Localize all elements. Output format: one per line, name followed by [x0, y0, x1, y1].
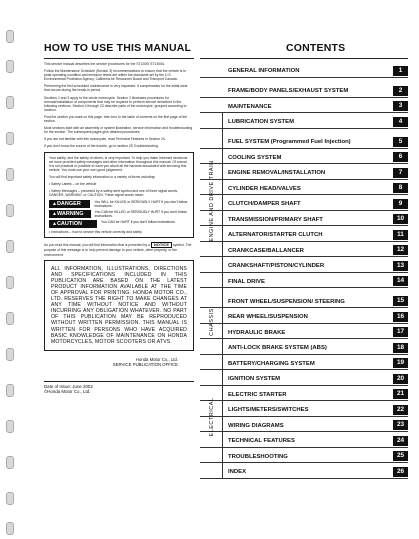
toc-item[interactable]	[200, 257, 408, 273]
toc-section-number: 6	[393, 152, 408, 162]
toc-item[interactable]	[200, 149, 408, 165]
toc-section-number: 1	[393, 66, 408, 76]
toc-item[interactable]	[200, 195, 408, 211]
toc-item-label: CLUTCH/DAMPER SHAFT	[228, 201, 301, 207]
technical-features-paragraph: If you are not familiar with this motorcycle, read Technical Features in Section 24.	[44, 137, 166, 142]
toc-item-label: CRANKSHAFT/PISTON/CYLINDER	[228, 263, 325, 269]
how-to-use-column	[44, 42, 194, 394]
danger-label: ▲DANGER	[49, 200, 90, 208]
toc-section-number: 13	[393, 261, 408, 271]
toc-section-number: 7	[393, 168, 408, 178]
toc-item-label: TECHNICAL FEATURES	[228, 438, 295, 444]
toc-section-number: 8	[393, 183, 408, 193]
toc-section-number: 10	[393, 214, 408, 224]
toc-section-number: 21	[393, 389, 408, 399]
toc-section-number: 26	[393, 467, 408, 477]
warning-signal	[49, 210, 189, 218]
toc-section-number: 12	[393, 245, 408, 255]
section-group-bracket	[202, 288, 223, 355]
caution-signal	[49, 220, 189, 228]
safety-bullet-instructions: • Instructions – how to service this vehicle correctly and safely.	[49, 230, 143, 235]
disclaimer-box: ALL INFORMATION, ILLUSTRATIONS, DIRECTIONS AND SPECIFICATIONS INCLUDED IN THIS PUBLICATION ARE BASED ON THE LATEST PRODUCT INFORMATION AVAILABLE AT THE TIME OF APPROVAL FOR PRINTING. HONDA MOTOR CO., LTD. RESERVES THE RIGHT TO MAKE CHANGES AT ANY TIME WITHOUT NOTICE AND WITHOUT INCURRING ANY OBLIGATION WHATEVER. NO PART OF THIS PUBLICATION MAY BE REPRODUCED WITHOUT WRITTEN PERMISSION. THIS MANUAL IS WRITTEN FOR PERSONS WHO HAVE ACQUIRED BASIC KNOWLEDGE OF MAINTENANCE ON HONDA MOTORCYCLES, MOTOR SCOOTERS OR ATVS.	[44, 260, 194, 351]
toc-section-number: 19	[393, 358, 408, 368]
notice-paragraph: As you read this manual, you will find information that is preceded by a NOTICE symbol. The purpose of this message is to help prevent damage to your vehicle, other property, or the environment.	[44, 242, 192, 257]
toc-item-label: HYDRAULIC BRAKE	[228, 329, 286, 336]
toc-item-label: FRONT WHEEL/SUSPENSION/ STEERING	[228, 298, 345, 305]
toc-item-label: INDEX	[228, 469, 247, 475]
toc-section-number: 3	[393, 101, 408, 111]
toc-section-number: 17	[393, 327, 408, 337]
first-maintenance-paragraph: Performing the first scheduled maintenance is very important. It compensates for the initial wear that occurs during the break-in period.	[44, 84, 188, 93]
toc-item-label: CRANKCASE/BALLANCER	[228, 247, 304, 254]
toc-item[interactable]	[200, 129, 408, 149]
toc-section-number: 25	[393, 451, 408, 461]
toc-item[interactable]	[200, 211, 408, 227]
toc-item[interactable]	[200, 463, 408, 479]
section-group-label: ELECTRICAL	[209, 397, 215, 437]
troubleshooting-paragraph: If you don't know the source of the trouble, go to section 25 Troubleshooting.	[44, 144, 159, 149]
notice-symbol: NOTICE	[151, 242, 172, 248]
toc-item[interactable]	[200, 339, 408, 355]
find-section-paragraph: Find the section you want on this page, then turn to the table of contents on the first page of the section.	[44, 114, 188, 124]
toc-item-label: GENERAL INFORMATION	[228, 68, 300, 74]
toc-item[interactable]	[200, 288, 408, 308]
safety-bullet-labels: • Safety Labels – on the vehicle	[49, 181, 97, 186]
toc-section-number: 18	[393, 343, 408, 353]
toc-item[interactable]	[200, 62, 408, 78]
toc-item[interactable]	[200, 78, 408, 98]
toc-section-number: 16	[393, 312, 408, 322]
toc-section-number: 15	[393, 296, 408, 306]
toc-item-label: COOLING SYSTEM	[228, 154, 282, 161]
maintenance-paragraph: Follow the Maintenance Schedule (Section 3) recommendations to ensure that the vehicle is in peak operating condition and emission levels are within the standards set by the U.S. Environmental Protection Agency, California Air Resources Board and Transport Canada.	[44, 69, 186, 82]
contents-title: CONTENTS	[286, 42, 346, 54]
sections-paragraph: Sections 1 and 3 apply to the whole motorcycle. Section 2 illustrates procedures for removal/installation of components that may be required to perform service described in the following sections. Section 4 through 23 describe parts of the motorcycle, grouped according to location.	[44, 95, 187, 112]
warning-triangle-icon: ▲	[52, 211, 57, 218]
toc-section-number: 23	[393, 420, 408, 430]
toc-item[interactable]	[200, 355, 408, 371]
safety-intro-2: You will find important safety information in a variety of forms including:	[49, 174, 156, 179]
company-name: Honda Motor Co., Ltd.	[135, 356, 178, 362]
toc-item-label: FINAL DRIVE	[228, 278, 265, 285]
danger-text: You WILL be KILLED or SERIOUSLY HURT if you don't follow instructions.	[94, 200, 188, 209]
toc-item-label: BATTERY/CHARGING SYSTEM	[228, 360, 315, 367]
toc-item-label: CYLINDER HEAD/VALVES	[228, 185, 301, 192]
toc-item[interactable]	[200, 324, 408, 340]
section-group-bracket	[202, 355, 223, 479]
toc-item[interactable]	[200, 417, 408, 433]
danger-signal	[49, 200, 189, 208]
toc-item-label: LIGHTS/METERS/SWITCHES	[228, 407, 309, 413]
how-to-use-title: HOW TO USE THIS MANUAL	[44, 42, 192, 54]
toc-item[interactable]	[200, 98, 408, 114]
section-group-label: CHASSIS	[209, 307, 215, 336]
toc-item[interactable]	[200, 164, 408, 180]
toc-section-number: 9	[393, 199, 408, 209]
toc-item[interactable]	[200, 180, 408, 196]
toc-item-label: FUEL SYSTEM (Programmed Fuel Injection)	[228, 139, 351, 145]
copyright: ©Honda Motor Co., Ltd.	[44, 389, 91, 395]
toc-item[interactable]	[200, 113, 408, 129]
toc-item[interactable]	[200, 432, 408, 448]
toc-section-number: 14	[393, 276, 408, 286]
toc-section-number: 4	[393, 117, 408, 127]
toc-item[interactable]	[200, 401, 408, 417]
toc-item-label: MAINTENANCE	[228, 103, 272, 110]
toc-section-number: 2	[393, 86, 408, 96]
intro-paragraph: This service manual describes the service procedures for the ST1300/ ST1300A.	[44, 62, 166, 66]
toc-section-number: 5	[393, 137, 408, 147]
warning-triangle-icon: ▲	[52, 221, 57, 228]
publisher-signature	[44, 357, 194, 367]
toc-item[interactable]	[200, 448, 408, 464]
toc-item-label: WIRING DIAGRAMS	[228, 422, 284, 429]
issue-info	[44, 381, 194, 394]
toc-item-label: TRANSMISSION/PRIMARY SHAFT	[228, 216, 323, 223]
toc-section-number: 22	[393, 405, 408, 415]
section-start-paragraph: Most sections start with an assembly or system illustration, service information and troubleshooting for the section. The subsequent pages give detailed procedures.	[44, 126, 193, 135]
section-group-label: ENGINE AND DRIVE TRAIN	[209, 160, 215, 242]
contents-column	[200, 42, 408, 479]
warning-label: ▲WARNING	[49, 210, 91, 218]
warning-text: You CAN be KILLED or SERIOUSLY HURT if you don't follow instructions.	[94, 210, 187, 219]
toc-item[interactable]	[200, 226, 408, 242]
warning-triangle-icon: ▲	[52, 201, 57, 208]
toc-item[interactable]	[200, 273, 408, 289]
toc-item-label: TROUBLESHOOTING	[228, 453, 288, 460]
caution-text: You CAN be HURT if you don't follow instructions.	[101, 220, 176, 225]
toc-item-label: REAR WHEEL/SUSPENSION	[228, 314, 308, 320]
section-group-bracket	[202, 113, 223, 289]
toc-item[interactable]	[200, 242, 408, 258]
toc-section-number: 11	[393, 230, 408, 240]
toc-item-label: ELECTRIC STARTER	[228, 391, 287, 398]
toc-item-label: FRAME/BODY PANELS/EXHAUST SYSTEM	[228, 88, 349, 94]
toc-item-label: LUBRICATION SYSTEM	[228, 119, 294, 125]
contents-list	[200, 62, 408, 479]
toc-item[interactable]	[200, 386, 408, 402]
toc-item-label: IGNITION SYSTEM	[228, 376, 281, 382]
toc-section-number: 20	[393, 374, 408, 384]
toc-item-label: ENGINE REMOVAL/INSTALLATION	[228, 170, 326, 176]
safety-intro: Your safety, and the safety of others, is very important. To help you make informed decisions we have provided safety messages and other information throughout this manual. Of course, it is not practical or possible to warn you about all the hazards associated with servicing this vehicle. You must use your own good judgement.	[49, 155, 188, 172]
toc-item-label: ALTERNATOR/STARTER CLUTCH	[228, 232, 323, 238]
toc-item[interactable]	[200, 308, 408, 324]
safety-box	[44, 152, 194, 239]
issue-date: Date of Issue: June 2002	[44, 383, 93, 389]
safety-bullet-messages: • Safety Messages – preceded by a safety alert symbol and one of three signal words, DANGER, WARNING, or CAUTION. These signal words mean:	[49, 189, 178, 198]
toc-item[interactable]	[200, 370, 408, 386]
office-name: SERVICE PUBLICATION OFFICE	[112, 361, 178, 367]
toc-section-number: 24	[393, 436, 408, 446]
toc-item-label: ANTI-LOCK BRAKE SYSTEM (ABS)	[228, 345, 327, 351]
caution-label: ▲CAUTION	[49, 220, 97, 228]
